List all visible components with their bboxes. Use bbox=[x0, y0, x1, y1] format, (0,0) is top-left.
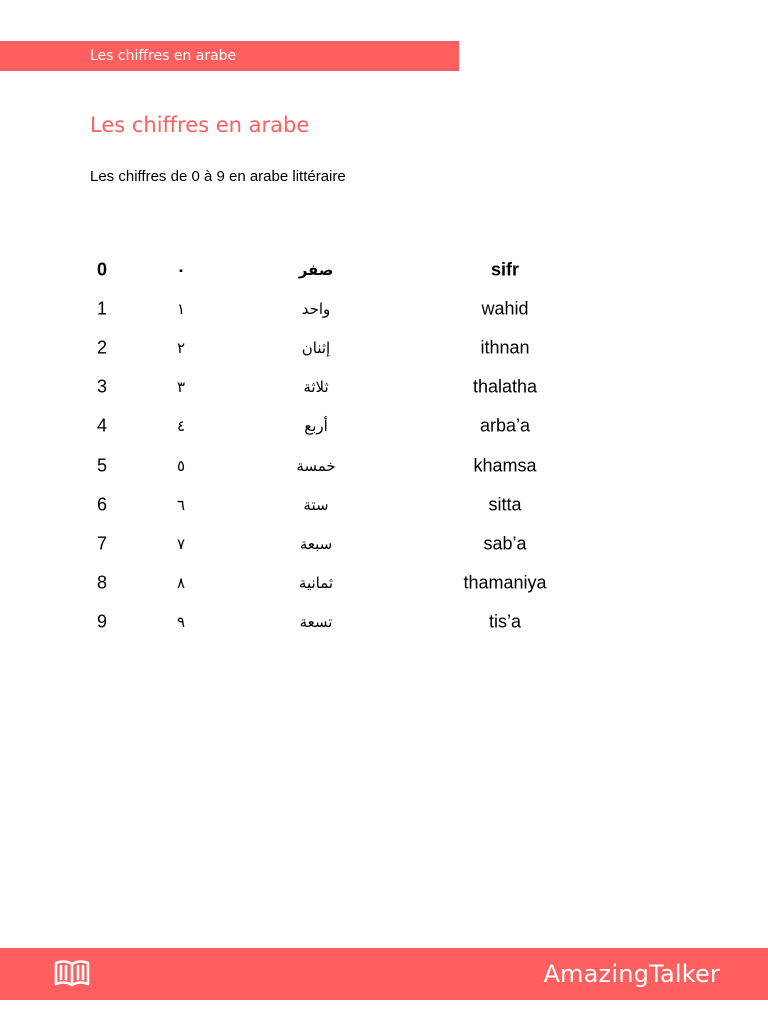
numbers-table bbox=[0, 250, 768, 642]
arabic-word-cell: ثمانية bbox=[298, 574, 334, 593]
transliteration-cell: sab’a bbox=[483, 533, 527, 554]
table-row bbox=[0, 250, 768, 289]
arabic-word-cell: ثلاثة bbox=[303, 378, 329, 397]
digit-cell: 5 bbox=[96, 455, 108, 476]
arabic-word-cell: ستة bbox=[303, 495, 329, 514]
table-row bbox=[0, 603, 768, 642]
digit-cell: 3 bbox=[96, 376, 108, 397]
arabic-digit-cell: ١ bbox=[176, 299, 186, 318]
table-row bbox=[0, 328, 768, 367]
digit-cell: 0 bbox=[96, 259, 108, 280]
arabic-digit-cell: ٥ bbox=[176, 456, 186, 475]
digit-cell: 4 bbox=[96, 415, 108, 436]
transliteration-cell: ithnan bbox=[480, 337, 530, 358]
digit-cell: 7 bbox=[96, 533, 108, 554]
arabic-digit-cell: ٠ bbox=[176, 260, 186, 279]
arabic-digit-cell: ٩ bbox=[176, 613, 186, 632]
arabic-word-cell: صفر bbox=[298, 260, 334, 279]
table-row bbox=[0, 524, 768, 563]
digit-cell: 1 bbox=[96, 298, 108, 319]
table-row bbox=[0, 407, 768, 446]
arabic-word-cell: أربع bbox=[304, 417, 328, 436]
table-row bbox=[0, 446, 768, 485]
transliteration-cell: arba’a bbox=[479, 415, 531, 436]
brand-logo-text: AmazingTalker bbox=[543, 960, 720, 988]
page-subtitle: Les chiffres de 0 à 9 en arabe littéraire bbox=[90, 168, 346, 185]
arabic-word-cell: تسعة bbox=[299, 613, 333, 632]
table-row bbox=[0, 485, 768, 524]
arabic-digit-cell: ٦ bbox=[176, 495, 186, 514]
arabic-digit-cell: ٤ bbox=[176, 417, 186, 436]
open-book-icon bbox=[53, 957, 91, 989]
arabic-digit-cell: ٧ bbox=[176, 534, 186, 553]
digit-cell: 2 bbox=[96, 337, 108, 358]
transliteration-cell: sifr bbox=[490, 259, 520, 280]
transliteration-cell: wahid bbox=[481, 298, 529, 319]
arabic-digit-cell: ٣ bbox=[176, 378, 186, 397]
transliteration-cell: khamsa bbox=[473, 455, 537, 476]
arabic-word-cell: خمسة bbox=[296, 456, 336, 475]
arabic-digit-cell: ٨ bbox=[176, 574, 186, 593]
arabic-word-cell: إثنان bbox=[301, 338, 331, 357]
digit-cell: 9 bbox=[96, 611, 108, 632]
arabic-word-cell: واحد bbox=[301, 299, 331, 318]
arabic-digit-cell: ٢ bbox=[176, 338, 186, 357]
transliteration-cell: thamaniya bbox=[463, 572, 547, 593]
digit-cell: 6 bbox=[96, 494, 108, 515]
header-bar bbox=[0, 41, 459, 71]
table-row bbox=[0, 289, 768, 328]
table-row bbox=[0, 368, 768, 407]
arabic-word-cell: سبعة bbox=[299, 534, 333, 553]
transliteration-cell: thalatha bbox=[472, 376, 538, 397]
header-title: Les chiffres en arabe bbox=[90, 48, 237, 64]
transliteration-cell: sitta bbox=[488, 494, 522, 515]
footer-bar bbox=[0, 948, 768, 1000]
digit-cell: 8 bbox=[96, 572, 108, 593]
transliteration-cell: tis’a bbox=[488, 611, 522, 632]
table-row bbox=[0, 564, 768, 603]
page-title: Les chiffres en arabe bbox=[90, 113, 310, 137]
